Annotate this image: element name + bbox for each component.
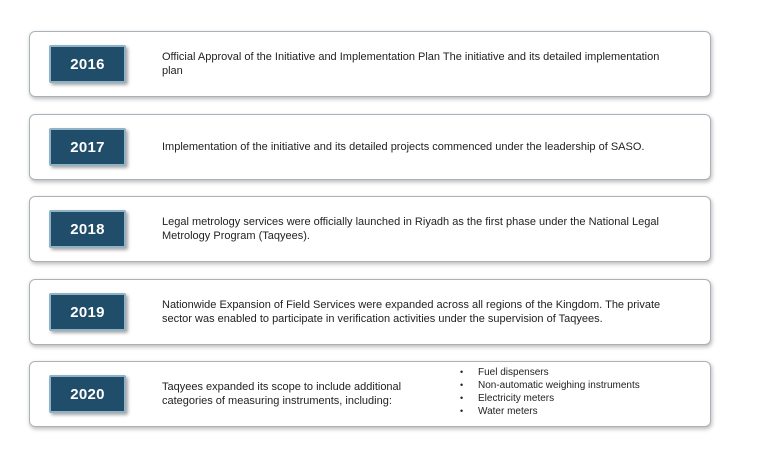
- timeline-card-2016: [29, 31, 711, 97]
- list-item: • Fuel dispensers: [460, 366, 640, 379]
- year-badge: 2019: [49, 293, 126, 331]
- timeline-description: Implementation of the initiative and its detailed projects commenced under the leadership of SASO.: [162, 141, 645, 153]
- timeline-card-2017: [29, 114, 711, 180]
- year-badge: 2018: [49, 210, 126, 248]
- timeline-description: Legal metrology services were officially launched in Riyadh as the first phase under the National Legal Metrology Program (Taqyees).: [162, 216, 659, 242]
- year-badge: 2020: [49, 375, 126, 413]
- list-item: • Electricity meters: [460, 392, 640, 405]
- timeline-card-2018: [29, 196, 711, 262]
- timeline-description: Official Approval of the Initiative and Implementation Plan The initiative and its detailed implementation plan: [162, 51, 660, 77]
- timeline-description: Nationwide Expansion of Field Services were expanded across all regions of the Kingdom. The private sector was enabled to participate in verification activities under the supervision of Taqyees.: [162, 299, 661, 325]
- year-badge: 2016: [49, 45, 126, 83]
- list-item: • Water meters: [460, 405, 640, 418]
- timeline-card-2019: [29, 279, 711, 345]
- timeline-description: Taqyees expanded its scope to include additional categories of measuring instruments, including:: [162, 381, 402, 407]
- list-item: • Non-automatic weighing instruments: [460, 379, 640, 392]
- year-badge: 2017: [49, 128, 126, 166]
- timeline-card-2020: [29, 361, 711, 427]
- instrument-list: [460, 366, 640, 418]
